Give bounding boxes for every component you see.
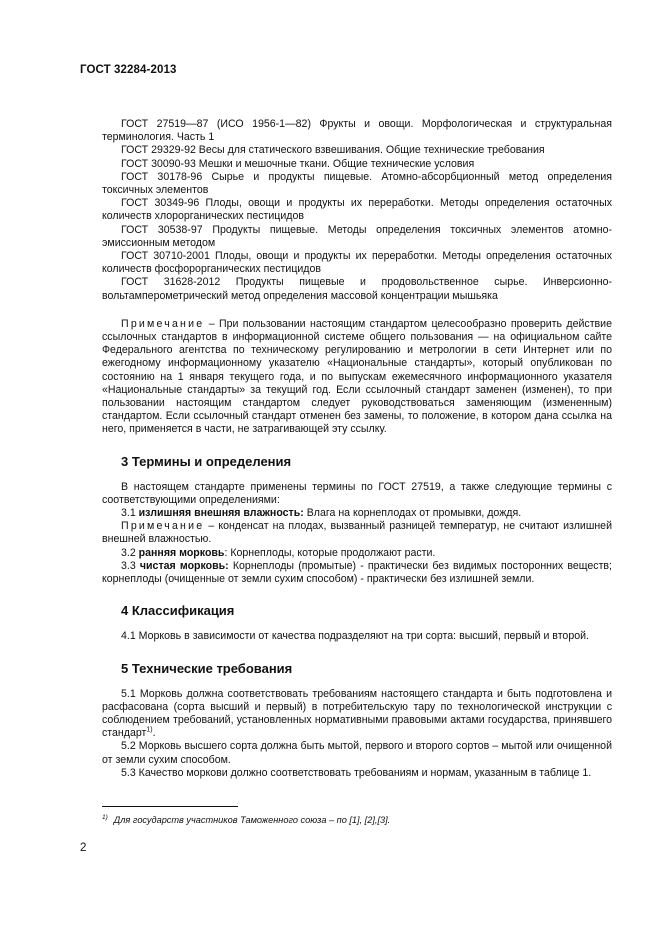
reference-item: ГОСТ 27519—87 (ИСО 1956-1—82) Фрукты и овощи. Морфологическая и структуральная терминология. Часть 1	[102, 118, 612, 144]
paragraph-5-1	[102, 688, 612, 741]
paragraph-4-1: 4.1 Морковь в зависимости от качества подразделяют на три сорта: высший, первый и второй.	[121, 630, 589, 643]
term-number: 3.3	[121, 559, 140, 572]
term-3-3	[102, 560, 612, 586]
reference-item: ГОСТ 31628-2012 Продукты пищевые и продовольственное сырье. Инверсионно-вольтамперометрический метод определения массовой концентрации мышьяка	[102, 276, 612, 302]
note-label: Примечание	[121, 317, 205, 330]
standard-code-header: ГОСТ 32284-2013	[80, 64, 177, 76]
reference-item: ГОСТ 30178-96 Сырье и продукты пищевые. Атомно-абсорбционный метод определения токсичных элементов	[102, 170, 612, 197]
section-4-heading: 4 Классификация	[121, 603, 235, 619]
note-text: – При пользовании настоящим стандартом целесообразно проверить действие ссылочных стандартов в информационной системе общего пользования — на официальном сайте Федерального агентства по техническому регулированию и метрологии в сети Интернет или по ежегодному информационному указателю «Национальные стандарты», который опубликован по состоянию на 1 января текущего года, и по выпускам ежемесячного информационного указателя «Национальные стандарты» за текущий год. Если ссылочный стандарт заменен (изменен), то при пользовании настоящим стандартом следует руководствоваться заменяющим (измененным) стандартом. Если ссылочный стандарт отменен без замены, то положение, в котором дана ссылка на него, применяется в части, не затрагивающей эту ссылку.	[102, 317, 612, 436]
note-text: – конденсат на плодах, вызванный разницей температур, не считают излишней внешней влажностью.	[102, 520, 612, 546]
reference-item: ГОСТ 30538-97 Продукты пищевые. Методы определения токсичных элементов атомно-эмиссионным методом	[102, 223, 612, 249]
reference-item: ГОСТ 30710-2001 Плоды, овощи и продукты их переработки. Методы определения остаточных количеств фосфорорганических пестицидов	[102, 250, 612, 276]
footnote-ref[interactable]: 1)	[146, 726, 153, 734]
paragraph-end: .	[152, 727, 156, 740]
term-name: ранняя морковь	[138, 546, 225, 559]
reference-item: ГОСТ 30349-96 Плоды, овощи и продукты их переработки. Методы определения остаточных количеств хлорорганических пестицидов	[102, 197, 612, 223]
page-content	[102, 118, 612, 780]
term-name: излишняя внешняя влажность:	[138, 507, 304, 520]
paragraph-text: 5.1 Морковь должна соответствовать требованиям настоящего стандарта и быть подготовлена и расфасована (сорта высший и первый) в потребительскую тару по технологической инструкции с соблюдением требований, установленных нормативными правовыми актами государства, принявшего стандарт	[102, 687, 612, 740]
term-number: 3.1	[121, 507, 139, 520]
normative-references	[102, 118, 612, 303]
footnote	[102, 815, 390, 825]
term-definition: Влага на корнеплодах от промывки, дождя.	[303, 507, 522, 520]
page-number: 2	[80, 842, 87, 854]
term-3-1-note	[102, 520, 612, 546]
term-definition: Корнеплоды (промытые) - практически без видимых посторонних веществ; корнеплоды (очищенные от земли сухим способом) - практически без излишней земли.	[102, 559, 612, 586]
note-label: Примечание	[121, 520, 205, 533]
section-3-intro: В настоящем стандарте применены термины по ГОСТ 27519, а также следующие термины с соответствующими определениями:	[102, 480, 612, 506]
footnote-text: Для государств участников Таможенного союза – по [1], [2],[3].	[113, 815, 391, 825]
term-definition: : Корнеплоды, которые продолжают расти.	[224, 546, 436, 559]
term-3-2	[102, 547, 612, 560]
term-3-1	[102, 507, 612, 520]
footnote-mark: 1)	[102, 813, 108, 821]
reference-item: ГОСТ 30090-93 Мешки и мешочные ткани. Общие технические условия	[121, 157, 475, 170]
references-note	[102, 318, 612, 437]
paragraph-5-3: 5.3 Качество моркови должно соответствовать требованиям и нормам, указанным в таблице 1.	[121, 766, 592, 779]
reference-item: ГОСТ 29329-92 Весы для статического взвешивания. Общие технические требования	[121, 144, 545, 157]
section-3-heading: 3 Термины и определения	[121, 453, 292, 469]
footnote-divider	[102, 806, 238, 807]
paragraph-5-2: 5.2 Морковь высшего сорта должна быть мытой, первого и второго сортов – мытой или очищенной от земли сухим способом.	[102, 740, 612, 766]
term-name: чистая морковь:	[139, 559, 229, 572]
term-number: 3.2	[121, 546, 139, 559]
section-5-heading: 5 Технические требования	[121, 660, 293, 676]
